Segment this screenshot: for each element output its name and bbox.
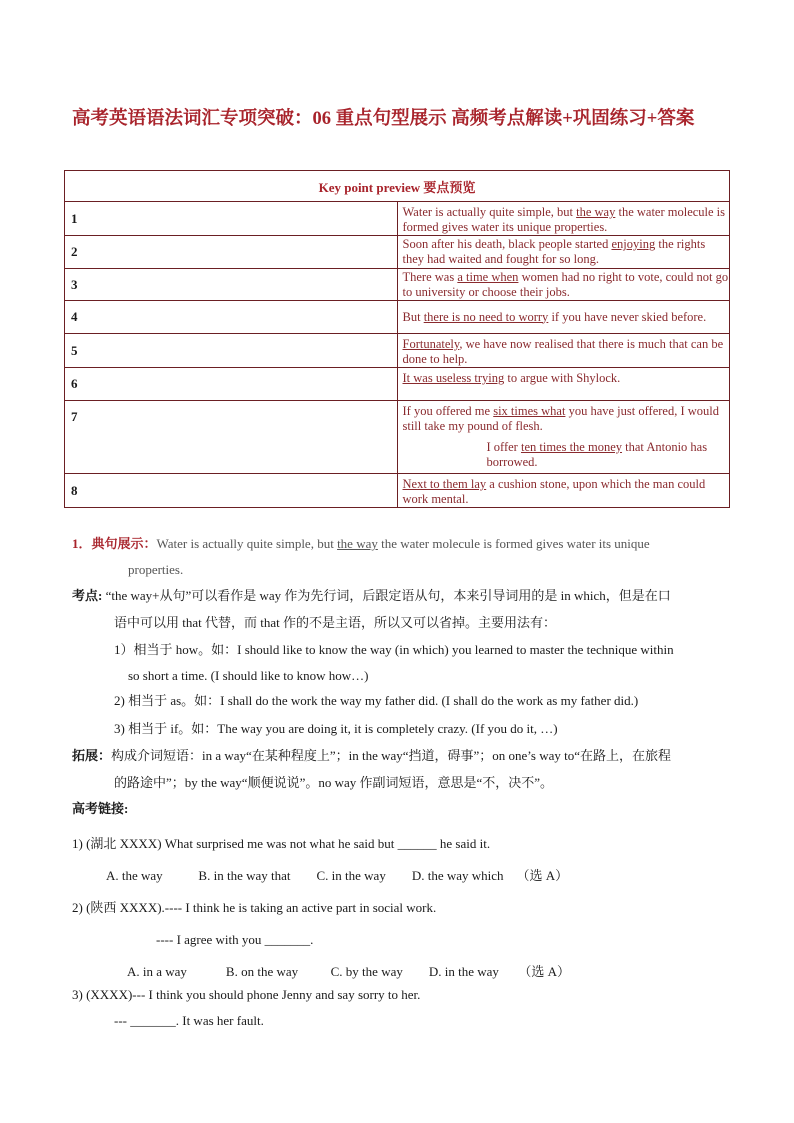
row-sentence: Fortunately, we have now realised that there is much that can be done to help. [397,334,730,368]
row-number: 2 [65,236,398,269]
row-number: 5 [65,334,398,368]
row-sentence-second-line: I offer ten times the money that Antonio has borrowed. [486,440,708,469]
row-number: 1 [65,202,398,236]
tuozhan-line2: 的路途中”；by the way“顺便说说”。no way 作副词短语，意思是“不，决不”。 [114,775,554,790]
table-row [65,301,730,334]
usage-1b: so short a time. (I should like to know how…) [128,668,369,683]
table-header: Key point preview 要点预览 [65,171,730,202]
row-sentence: Water is actually quite simple, but the way the water molecule is formed gives water its unique properties. [397,202,730,236]
table-row [65,334,730,368]
row-number: 4 [65,301,398,334]
document-title: 高考英语语法词汇专项突破：06 重点句型展示 高频考点解读+巩固练习+答案 [72,109,695,129]
row-sentence: Next to them lay a cushion stone, upon which the man could work mental. [397,474,730,508]
question-2: 2) (陕西 XXXX).---- I think he is taking an active part in social work. [72,900,437,915]
question-2-options: A. in a way B. on the way C. by the way D. in the way （选 A） [127,964,571,979]
question-2-reply: ---- I agree with you _______. [156,932,314,947]
row-sentence: If you offered me six times what you have just offered, I would still take my pound of flesh. I offer ten times the money that Antonio has borrowed. [397,401,730,474]
example-sentence-cont: properties. [128,562,184,577]
table-row [65,269,730,301]
table-header-row [65,171,730,202]
row-sentence: There was a time when women had no right to vote, could not go to university or choose their jobs. [397,269,730,301]
usage-3: 3) 相当于 if。如：The way you are doing it, it is completely crazy. (If you do it, …) [114,721,558,736]
row-sentence: It was useless trying to argue with Shylock. [397,368,730,401]
row-number: 6 [65,368,398,401]
table-row [65,202,730,236]
kaodian-line1: 考点: “the way+从句”可以看作是 way 作为先行词，后跟定语从句，本来引导词用的是 in which，但是在口 [72,588,671,603]
table-row [65,368,730,401]
usage-1a: 1）相当于 how。如：I should like to know the way (in which) you learned to master the technique within [114,642,674,657]
row-sentence: Soon after his death, black people started enjoying the rights they had waited and fought for so long. [397,236,730,269]
row-number: 8 [65,474,398,508]
row-number: 3 [65,269,398,301]
table-row [65,401,730,474]
kaodian-line2: 语中可以用 that 代替，而 that 作的不是主语，所以又可以省掉。主要用法有： [114,615,556,630]
usage-2: 2) 相当于 as。如：I shall do the work the way my father did. (I shall do the work as my father did.) [114,693,639,708]
question-3-reply: --- _______. It was her fault. [114,1013,264,1028]
tuozhan-line1: 拓展：构成介词短语：in a way“在某种程度上”；in the way“挡道，碍事”；on one’s way to“在路上，在旅程 [72,748,672,763]
example-sentence: 1．典句展示：Water is actually quite simple, but the way the water molecule is formed gives water its unique [72,536,650,551]
table-row [65,474,730,508]
question-1-options: A. the way B. in the way that C. in the way D. the way which （选 A） [106,868,569,883]
table-row [65,236,730,269]
question-1: 1) (湖北 XXXX) What surprised me was not what he said but ______ he said it. [72,836,491,851]
row-sentence: But there is no need to worry if you have never skied before. [397,301,730,334]
row-number: 7 [65,401,398,474]
key-point-table [64,170,730,508]
gaokao-link-label: 高考链接: [72,801,129,816]
question-3: 3) (XXXX)--- I think you should phone Jenny and say sorry to her. [72,987,421,1002]
